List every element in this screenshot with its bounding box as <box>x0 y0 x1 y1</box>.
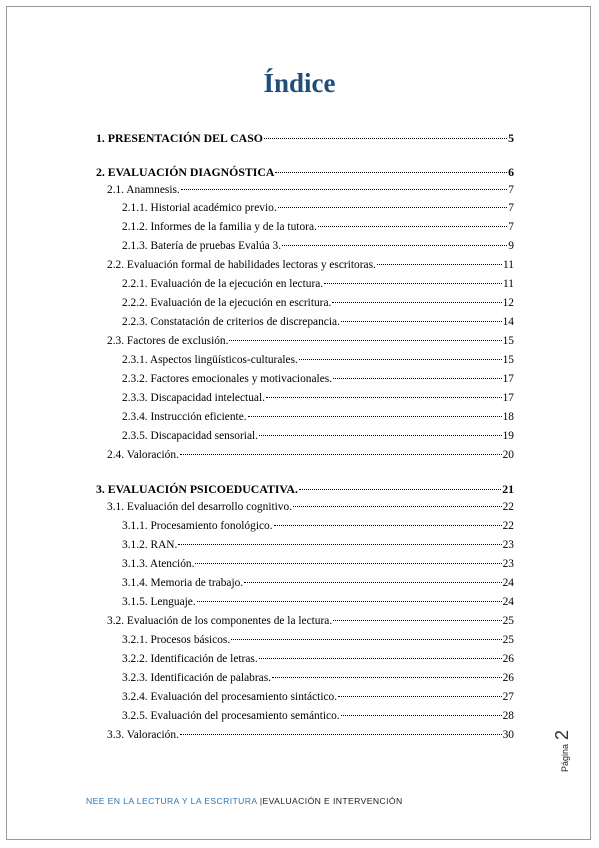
toc-entry-page: 9 <box>508 240 514 252</box>
toc-entry-page: 20 <box>502 449 514 461</box>
toc-entry-page: 26 <box>502 653 514 665</box>
toc-leader-dots <box>293 505 502 507</box>
toc-leader-dots <box>197 600 502 602</box>
toc-entry-page: 18 <box>502 411 514 423</box>
toc-entry[interactable] <box>122 709 514 723</box>
toc-entry-page: 28 <box>502 710 514 722</box>
toc-entry-title: 1. PRESENTACIÓN DEL CASO <box>96 131 263 145</box>
toc-entry[interactable] <box>122 296 514 310</box>
toc-entry-page: 7 <box>508 184 514 196</box>
toc-leader-dots <box>195 562 501 564</box>
toc-entry-page: 15 <box>502 354 514 366</box>
toc-leader-dots <box>180 453 502 455</box>
toc-entry-page: 26 <box>502 672 514 684</box>
toc-leader-dots <box>338 695 502 697</box>
toc-leader-dots <box>259 434 502 436</box>
toc-entry-title: 3.2.2. Identificación de letras. <box>122 653 258 665</box>
toc-entry-title: 2.2.3. Constatación de criterios de discrepancia. <box>122 316 340 328</box>
toc-entry-title: 2.2. Evaluación formal de habilidades lectoras y escritoras. <box>107 259 376 271</box>
footer-separator: | <box>259 796 263 806</box>
toc-entry-title: 2.2.1. Evaluación de la ejecución en lectura. <box>122 278 324 290</box>
toc-entry[interactable] <box>122 519 514 533</box>
toc-leader-dots <box>333 619 501 621</box>
toc-entry-title: 3. EVALUACIÓN PSICOEDUCATIVA. <box>96 482 298 496</box>
toc-entry-page: 7 <box>508 202 514 214</box>
toc-leader-dots <box>341 714 502 716</box>
toc-entry[interactable] <box>107 183 514 197</box>
toc-entry[interactable] <box>107 334 514 348</box>
toc-leader-dots <box>244 581 501 583</box>
toc-entry[interactable] <box>107 448 514 462</box>
toc-leader-dots <box>248 415 502 417</box>
toc-entry[interactable] <box>107 258 514 272</box>
toc-entry-page: 27 <box>502 691 514 703</box>
toc-entry-title: 2.3.2. Factores emocionales y motivacionales. <box>122 373 333 385</box>
toc-leader-dots <box>259 657 502 659</box>
toc-entry-page: 12 <box>502 297 514 309</box>
toc-entry-page: 11 <box>503 259 514 271</box>
toc-leader-dots <box>231 638 501 640</box>
toc-entry-title: 3.2.4. Evaluación del procesamiento sintáctico. <box>122 691 338 703</box>
toc-entry-title: 3.1.4. Memoria de trabajo. <box>122 577 244 589</box>
toc-entry[interactable] <box>122 429 514 443</box>
footer-section: EVALUACIÓN E INTERVENCIÓN <box>262 796 403 806</box>
toc-leader-dots <box>229 339 501 341</box>
toc-entry[interactable] <box>122 576 514 590</box>
toc-entry-page: 15 <box>502 335 514 347</box>
toc-leader-dots <box>299 358 502 360</box>
toc-leader-dots <box>180 733 502 735</box>
toc-entry-page: 23 <box>502 558 514 570</box>
toc-entry-page: 25 <box>502 634 514 646</box>
toc-entry[interactable] <box>107 614 514 628</box>
toc-entry-page: 22 <box>502 501 514 513</box>
toc-entry[interactable] <box>107 728 514 742</box>
toc-entry-title: 2.4. Valoración. <box>107 449 179 461</box>
toc-leader-dots <box>181 188 508 190</box>
toc-entry-title: 2.3.3. Discapacidad intelectual. <box>122 392 265 404</box>
toc-entry-page: 17 <box>502 392 514 404</box>
toc-entry[interactable] <box>122 201 514 215</box>
toc-entry[interactable] <box>107 500 514 514</box>
toc-entry-title: 2.2.2. Evaluación de la ejecución en escritura. <box>122 297 332 309</box>
toc-entry[interactable] <box>96 165 514 179</box>
toc-entry[interactable] <box>122 315 514 329</box>
toc-entry[interactable] <box>122 652 514 666</box>
toc-entry-page: 7 <box>508 221 514 233</box>
toc-entry-title: 2.3.5. Discapacidad sensorial. <box>122 430 259 442</box>
toc-entry[interactable] <box>122 538 514 552</box>
toc-leader-dots <box>272 676 502 678</box>
toc-leader-dots <box>341 320 502 322</box>
toc-entry-title: 2.1.1. Historial académico previo. <box>122 202 277 214</box>
toc-entry-title: 2.3.4. Instrucción eficiente. <box>122 411 247 423</box>
toc-entry-page: 23 <box>502 539 514 551</box>
footer <box>86 796 403 806</box>
toc-leader-dots <box>282 244 507 246</box>
toc-leader-dots <box>333 377 502 379</box>
toc-entry-title: 3.1. Evaluación del desarrollo cognitivo. <box>107 501 293 513</box>
toc-leader-dots <box>274 524 502 526</box>
toc-entry-page: 22 <box>502 520 514 532</box>
toc-entry-page: 11 <box>503 278 514 290</box>
page-number: 2 <box>552 729 572 740</box>
toc-entry-title: 2.1. Anamnesis. <box>107 184 180 196</box>
toc-entry-title: 3.1.2. RAN. <box>122 539 178 551</box>
toc-leader-dots <box>299 488 501 490</box>
toc-entry-title: 3.2.3. Identificación de palabras. <box>122 672 271 684</box>
toc-entry-page: 24 <box>502 596 514 608</box>
page-label: Página <box>560 743 570 772</box>
toc-entry-title: 3.3. Valoración. <box>107 729 179 741</box>
toc-leader-dots <box>318 225 507 227</box>
toc-entry[interactable] <box>122 690 514 704</box>
toc-leader-dots <box>275 171 507 173</box>
toc-entry-title: 3.2.5. Evaluación del procesamiento semántico. <box>122 710 340 722</box>
toc-entry-page: 24 <box>502 577 514 589</box>
toc-entry-page: 17 <box>502 373 514 385</box>
toc-entry-page: 21 <box>502 482 514 496</box>
toc-entry[interactable] <box>96 482 514 496</box>
toc-entry[interactable] <box>122 220 514 234</box>
toc-entry-title: 3.1.3. Atención. <box>122 558 195 570</box>
toc-entry-title: 3.1.5. Lenguaje. <box>122 596 196 608</box>
toc-entry-page: 5 <box>508 131 514 145</box>
page-title: Índice <box>263 68 336 98</box>
toc-entry[interactable] <box>122 239 514 253</box>
page-number-box <box>548 712 578 772</box>
toc-leader-dots <box>266 396 502 398</box>
toc-entry-page: 14 <box>502 316 514 328</box>
toc-entry[interactable] <box>122 595 514 609</box>
toc-entry[interactable] <box>122 372 514 386</box>
toc-entry-title: 2.3.1. Aspectos lingüísticos-culturales. <box>122 354 298 366</box>
toc-leader-dots <box>332 301 501 303</box>
toc-entry-title: 2.1.3. Batería de pruebas Evalúa 3. <box>122 240 282 252</box>
toc-entry[interactable] <box>122 410 514 424</box>
toc-leader-dots <box>324 282 502 284</box>
footer-course: NEE EN LA LECTURA Y LA ESCRITURA <box>86 796 258 806</box>
toc-entry-page: 25 <box>502 615 514 627</box>
toc-entry[interactable] <box>122 277 514 291</box>
toc-leader-dots <box>278 206 508 208</box>
toc-entry[interactable] <box>122 557 514 571</box>
toc-entry-title: 3.1.1. Procesamiento fonológico. <box>122 520 273 532</box>
toc-entry-title: 3.2.1. Procesos básicos. <box>122 634 231 646</box>
toc-leader-dots <box>178 543 501 545</box>
toc-entry[interactable] <box>122 671 514 685</box>
toc-entry[interactable] <box>122 353 514 367</box>
toc-entry-title: 2. EVALUACIÓN DIAGNÓSTICA <box>96 165 275 179</box>
toc-entry-title: 3.2. Evaluación de los componentes de la lectura. <box>107 615 333 627</box>
toc-entry[interactable] <box>122 633 514 647</box>
toc-entry-page: 6 <box>508 165 514 179</box>
toc-entry[interactable] <box>96 131 514 145</box>
toc-entry-title: 2.1.2. Informes de la familia y de la tutora. <box>122 221 317 233</box>
toc-entry[interactable] <box>122 391 514 405</box>
toc-entry-page: 30 <box>502 729 514 741</box>
toc-entry-title: 2.3. Factores de exclusión. <box>107 335 229 347</box>
toc-leader-dots <box>377 263 502 265</box>
toc-entry-page: 19 <box>502 430 514 442</box>
toc-leader-dots <box>264 137 507 139</box>
